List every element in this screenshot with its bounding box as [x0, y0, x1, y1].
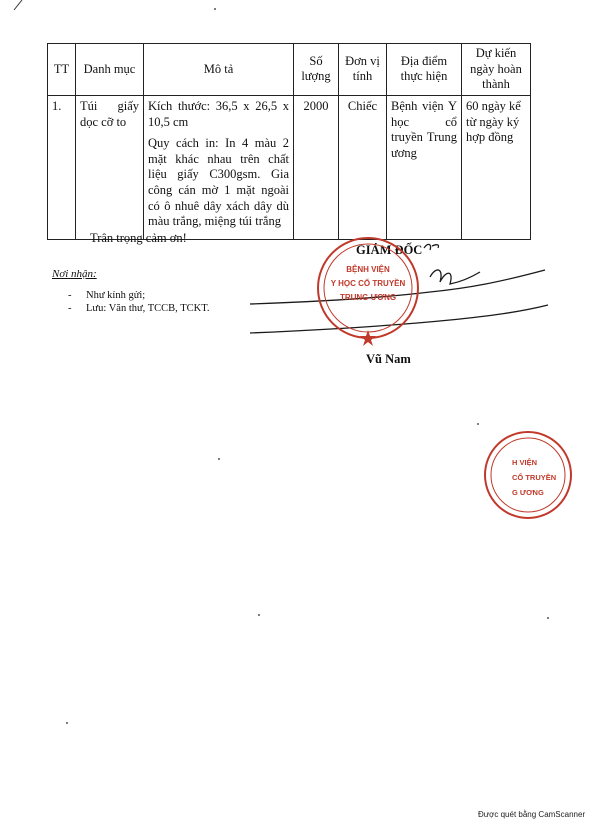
partial-stamp-line3: G ƯƠNG: [512, 488, 544, 497]
hospital-stamp: [318, 238, 418, 346]
partial-stamp-line1: H VIỆN: [512, 458, 538, 467]
recipient-item: - Lưu: Văn thư, TCCB, TCKT.: [68, 303, 210, 314]
scanner-footer: Được quét bằng CamScanner: [478, 810, 586, 819]
scan-speck: [218, 458, 220, 460]
header-description: Mô tả: [144, 44, 294, 96]
scan-speck: [547, 617, 549, 619]
header-unit: Đơn vị tính: [339, 44, 387, 96]
cell-unit: Chiếc: [339, 95, 387, 239]
header-quantity: Số lượng: [294, 44, 339, 96]
scan-speck: [214, 8, 216, 10]
description-size: Kích thước: 36,5 x 26,5 x 10,5 cm: [148, 98, 289, 129]
partial-stamp: [485, 432, 571, 518]
cell-category: Túi giấy dọc cỡ to: [76, 95, 144, 239]
scan-speck: [66, 722, 68, 724]
cell-location: Bệnh viện Y học cổ truyền Trung ương: [387, 95, 462, 239]
cell-timeline: 60 ngày kể từ ngày ký hợp đồng: [462, 95, 531, 239]
header-location: Địa điểm thực hiện: [387, 44, 462, 96]
signature-title: GIÁM ĐỐC: [356, 243, 423, 257]
scan-speck: [258, 614, 260, 616]
scan-speck: [477, 423, 479, 425]
cell-quantity: 2000: [294, 95, 339, 239]
stamp-line3: TRUNG ƯƠNG: [339, 293, 397, 302]
header-category: Danh mục: [76, 44, 144, 96]
header-tt: TT: [48, 44, 76, 96]
stamp-line1: BỆNH VIỆN: [346, 265, 390, 274]
stamp-line2: Y HỌC CỔ TRUYỀN: [330, 279, 406, 288]
description-spec: Quy cách in: In 4 màu 2 mặt khác nhau trên chất liệu giấy C300gsm. Gia công cán mờ 1 mặt ngoài có ô nhuê dây xách dây dù màu trắng, miệng túi trắng: [148, 136, 289, 229]
closing-text: Trân trọng cảm ơn!: [90, 231, 187, 245]
recipient-item: - Như kính gửi;: [68, 290, 210, 301]
scan-mark: [14, 0, 22, 10]
cell-tt: 1.: [48, 95, 76, 239]
recipients-title: Nơi nhận:: [52, 268, 97, 280]
signer-name: Vũ Nam: [366, 352, 411, 366]
header-timeline: Dự kiến ngày hoàn thành: [462, 44, 531, 96]
partial-stamp-line2: CỔ TRUYỀN: [512, 473, 557, 482]
